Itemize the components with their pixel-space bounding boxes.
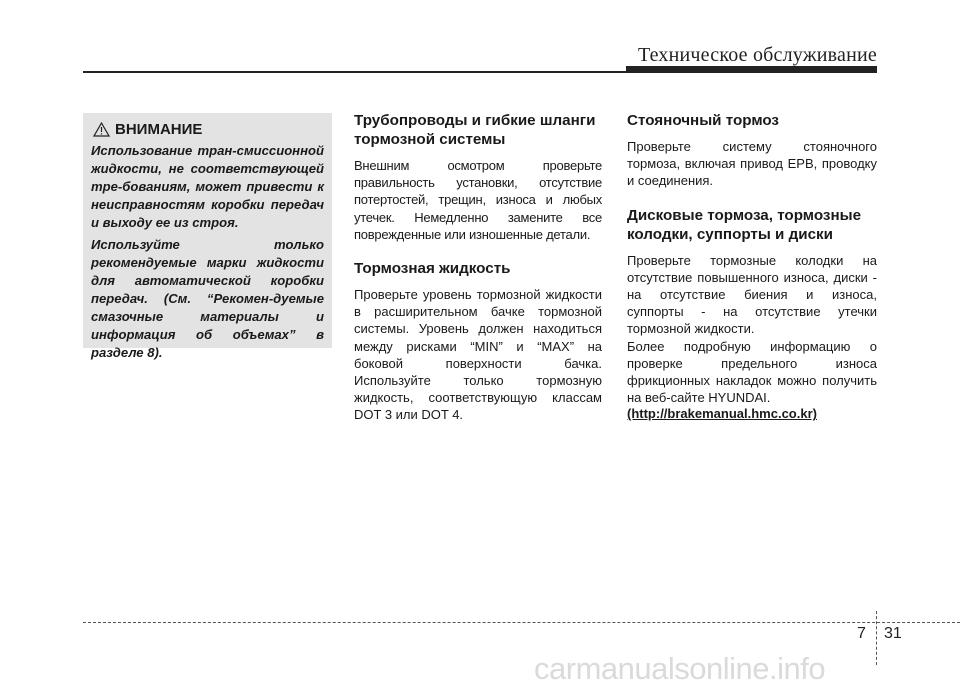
- header-bar: [626, 66, 877, 73]
- section-body: Проверьте систему стояночного тормоза, включая привод EPB, проводку и соединения.: [627, 139, 877, 189]
- section-title: Техническое обслуживание: [637, 44, 877, 66]
- warning-paragraph: Использование тран-смиссионной жидкости, не соответствующей тре-бованиям, может привести к неисправностям коробки передач и выходу ее из строя.: [91, 143, 324, 230]
- section-body: Проверьте уровень тормозной жидкости в расширительном бачке тормозной системы. Уровень должен находиться между рисками “MIN” и “MAX” на боковой поверхности бачка. Используйте только тормозную жидкость, соответствующую классам DOT 3 или DOT 4.: [354, 287, 602, 423]
- section-body: Проверьте тормозные колодки на отсутствие повышенного износа, диски - на отсутствие биения и износа, суппорты - на отсутствие утечки тормозной жидкости.: [627, 252, 877, 337]
- footer-divider: [876, 611, 877, 665]
- footer-rule: [83, 622, 960, 623]
- warning-box: [83, 113, 332, 360]
- section-body: Внешним осмотром проверьте правильность установки, отсутствие потертостей, трещин, износа и любых утечек. Немедленно замените все поврежденные или изношенные детали.: [354, 158, 602, 242]
- warning-triangle-icon: [93, 122, 110, 137]
- section-heading: Трубопроводы и гибкие шланги тормозной системы: [354, 112, 596, 148]
- column-brake-lines-fluid: [354, 111, 602, 424]
- chapter-number: 7: [857, 625, 866, 642]
- header-rule: [83, 71, 626, 73]
- column-parking-disc-brakes: [627, 111, 877, 421]
- warning-paragraph: Используйте только рекомендуемые марки жидкости для автоматической коробки передач. (См. “Рекомен-дуемые смазочные материалы и информация об объемах” в разделе 8).: [91, 237, 324, 360]
- section-heading: Дисковые тормоза, тормозные колодки, суппорты и диски: [627, 206, 862, 243]
- warning-title: ВНИМАНИЕ: [115, 121, 203, 138]
- section-body: Более подробную информацию о проверке предельного износа фрикционных накладок можно получить на веб-сайте HYUNDAI.: [627, 338, 877, 406]
- section-heading: Стояночный тормоз: [627, 112, 779, 129]
- warning-heading: [93, 121, 324, 138]
- page-number: 31: [884, 625, 902, 642]
- section-heading: Тормозная жидкость: [354, 260, 511, 278]
- brake-manual-link[interactable]: (http://brakemanual.hmc.co.kr): [627, 406, 817, 422]
- watermark: carmanualsonline.info: [534, 651, 826, 686]
